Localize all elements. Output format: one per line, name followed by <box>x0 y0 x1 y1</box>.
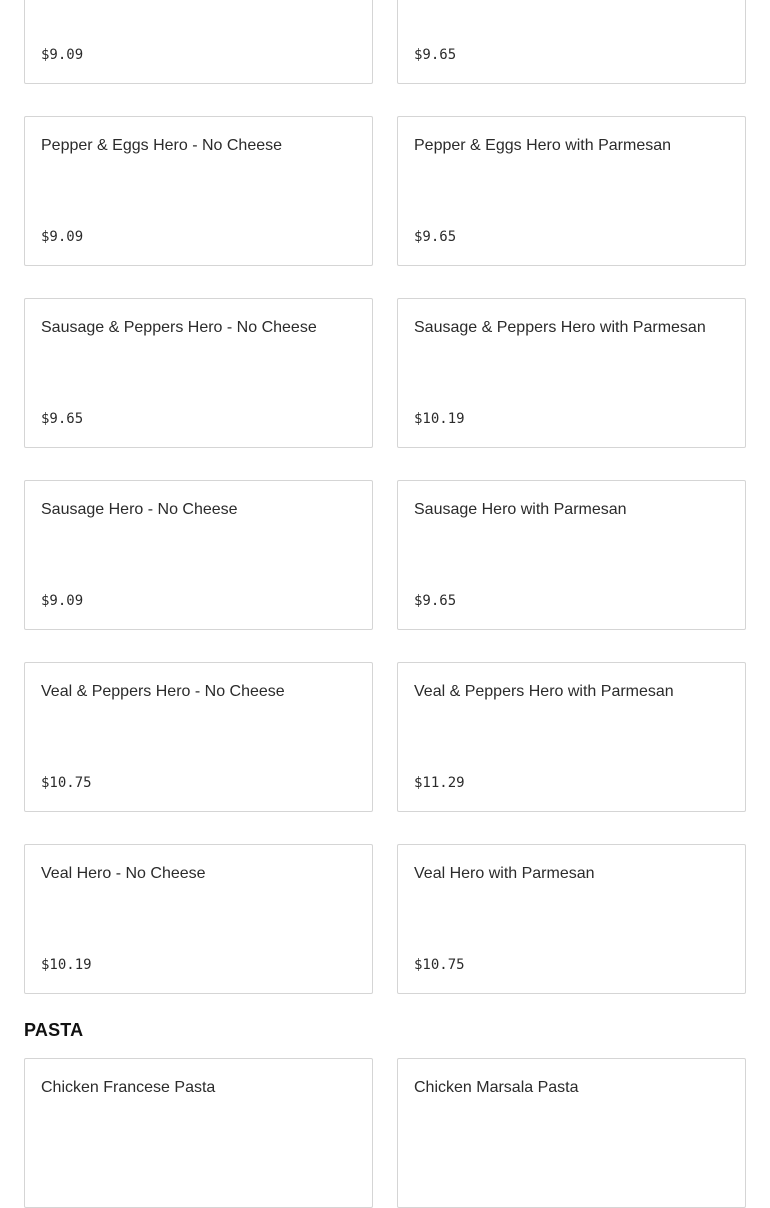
menu-item-card[interactable] <box>24 298 373 448</box>
menu-item-price: $9.65 <box>414 593 457 609</box>
menu-item-name: Pepper & Eggs Hero - No Cheese <box>41 137 283 154</box>
menu-item-card[interactable] <box>397 116 746 266</box>
menu-item-name: Sausage Hero - No Cheese <box>41 501 238 518</box>
menu-item-name: Pepper & Eggs Hero with Parmesan <box>414 137 672 154</box>
menu-item-card[interactable] <box>24 662 373 812</box>
menu-item-card[interactable] <box>397 0 746 84</box>
menu-item-card[interactable] <box>24 480 373 630</box>
menu-item-price: $10.75 <box>41 775 92 791</box>
menu-item-price: $9.09 <box>41 593 84 609</box>
pasta-items-grid <box>24 1058 746 1208</box>
menu-item-card[interactable] <box>397 298 746 448</box>
menu-item-name: Sausage Hero with Parmesan <box>414 501 627 518</box>
menu-item-name: Veal & Peppers Hero with Parmesan <box>414 683 674 700</box>
menu-item-name: Chicken Marsala Pasta <box>414 1079 579 1096</box>
menu-items-grid <box>24 0 746 994</box>
menu-item-card[interactable] <box>397 1058 746 1208</box>
menu-item-price: $9.65 <box>414 229 457 245</box>
menu-item-card[interactable] <box>24 0 373 84</box>
menu-item-name: Veal Hero with Parmesan <box>414 865 595 882</box>
menu-item-card[interactable] <box>397 844 746 994</box>
menu-item-name: Sausage & Peppers Hero with Parmesan <box>414 319 706 336</box>
menu-item-price: $9.09 <box>41 47 84 63</box>
menu-item-price: $11.29 <box>414 775 465 791</box>
section-heading-pasta: PASTA <box>24 1020 84 1040</box>
menu-item-name: Veal Hero - No Cheese <box>41 865 206 882</box>
menu-item-name: Veal & Peppers Hero - No Cheese <box>41 683 285 700</box>
menu-item-card[interactable] <box>24 116 373 266</box>
menu-item-card[interactable] <box>24 844 373 994</box>
menu-item-price: $9.09 <box>41 229 84 245</box>
menu-item-price: $9.65 <box>41 411 84 427</box>
menu-item-price: $10.19 <box>414 411 465 427</box>
menu-item-card[interactable] <box>24 1058 373 1208</box>
menu-item-name: Chicken Francese Pasta <box>41 1079 216 1096</box>
menu-item-price: $10.19 <box>41 957 92 973</box>
menu-item-price: $10.75 <box>414 957 465 973</box>
menu-item-card[interactable] <box>397 480 746 630</box>
menu-item-price: $9.65 <box>414 47 457 63</box>
menu-item-name: Sausage & Peppers Hero - No Cheese <box>41 319 317 336</box>
menu-item-card[interactable] <box>397 662 746 812</box>
